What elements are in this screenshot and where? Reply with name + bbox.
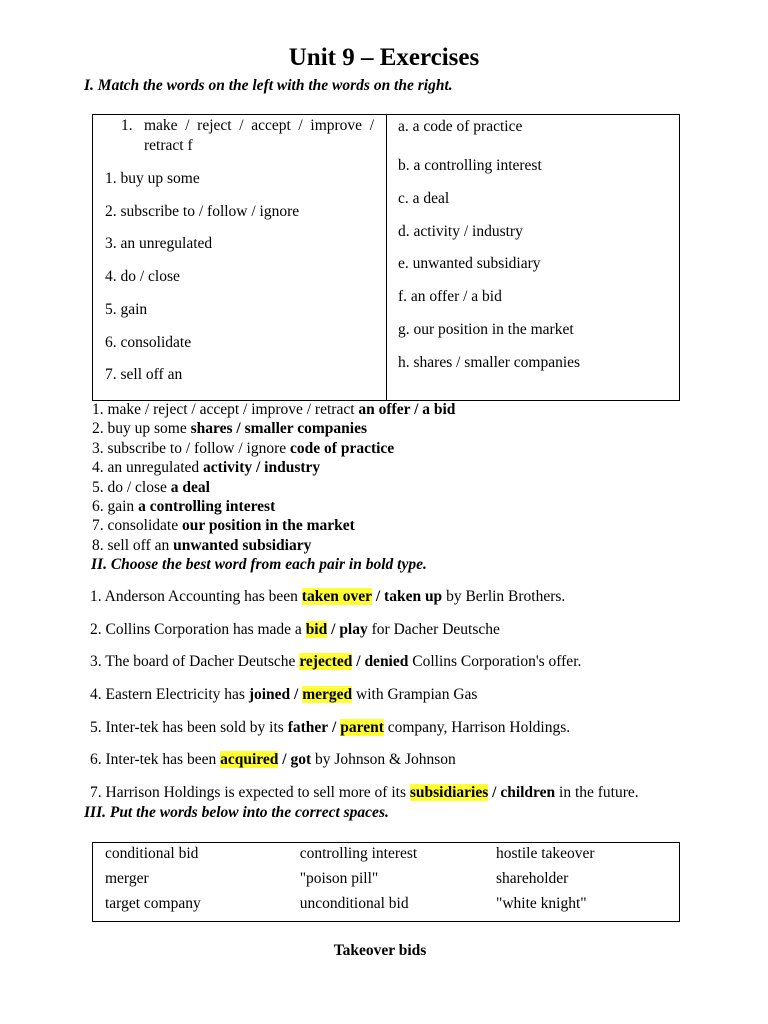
right-item: g. our position in the market	[398, 321, 574, 338]
answer-num: 1.	[92, 401, 104, 418]
word-item: controlling interest	[299, 845, 418, 862]
choice-option-2: got	[290, 751, 312, 769]
answer-item	[92, 516, 455, 535]
choice-separator: /	[356, 653, 361, 671]
choice-pre: 1. Anderson Accounting has been	[90, 588, 298, 605]
choice-separator: /	[331, 620, 336, 638]
answer-num: 6.	[92, 497, 104, 515]
choice-separator: /	[375, 588, 381, 605]
section-subtitle: Takeover bids	[333, 942, 427, 959]
word-column	[484, 841, 679, 916]
choice-post: Collins Corporation's offer.	[412, 653, 582, 671]
choice-pre: 3. The board of Dacher Deutsche	[90, 653, 296, 671]
answer-item	[92, 478, 455, 497]
answer-bold: our position in the market	[181, 517, 355, 535]
left-item: 4. do / close	[105, 268, 180, 285]
right-item: c. a deal	[398, 190, 450, 207]
choice-item	[90, 750, 639, 783]
word-item: "white knight"	[496, 895, 587, 912]
answer-item	[92, 458, 455, 477]
choice-separator: /	[492, 784, 497, 802]
choice-option-1: taken over	[301, 588, 372, 605]
answer-plain: buy up some	[107, 420, 187, 438]
left-first-line2: retract f	[144, 137, 193, 154]
choice-option-1: father	[287, 718, 329, 736]
word-item: unconditional bid	[299, 895, 409, 912]
table-divider	[386, 115, 387, 400]
right-item: e. unwanted subsidiary	[398, 255, 541, 272]
choice-item	[90, 652, 639, 685]
choice-item	[90, 620, 639, 653]
answer-bold: a deal	[170, 478, 210, 496]
choice-pre: 5. Inter-tek has been sold by its	[90, 718, 284, 736]
choice-post: for Dacher Deutsche	[371, 620, 500, 638]
page-title: Unit 9 – Exercises	[288, 44, 480, 71]
left-item: 3. an unregulated	[105, 235, 213, 252]
word-item: conditional bid	[105, 845, 199, 862]
answer-item	[92, 439, 455, 458]
answer-item	[92, 497, 455, 516]
word-column	[288, 841, 484, 916]
choice-option-1: joined	[248, 686, 291, 704]
matching-table	[92, 114, 680, 401]
answer-num: 2.	[92, 420, 104, 438]
answer-plain: an unregulated	[107, 459, 200, 477]
word-item: target company	[105, 895, 201, 912]
choice-post: in the future.	[559, 784, 639, 802]
choice-separator: /	[282, 751, 287, 769]
left-item: 2. subscribe to / follow / ignore	[105, 203, 300, 220]
choice-separator: /	[294, 686, 299, 704]
choice-option-2: children	[500, 784, 556, 802]
answer-plain: do / close	[107, 478, 167, 496]
answer-num: 4.	[92, 459, 104, 477]
choice-pre: 7. Harrison Holdings is expected to sell more of its	[90, 784, 406, 802]
word-item: merger	[105, 870, 149, 887]
answer-plain: subscribe to / follow / ignore	[107, 439, 287, 457]
right-item: h. shares / smaller companies	[398, 354, 581, 371]
left-first-num: 1.	[121, 117, 133, 134]
choice-list	[90, 587, 639, 816]
right-item: b. a controlling interest	[398, 157, 542, 174]
section-3-heading: III. Put the words below into the correct spaces.	[84, 804, 389, 821]
choice-option-2: merged	[302, 686, 353, 704]
answer-bold: shares / smaller companies	[190, 420, 367, 438]
section-1-heading: I. Match the words on the left with the words on the right.	[84, 77, 453, 94]
left-item: 6. consolidate	[105, 334, 192, 351]
answer-bold: an offer / a bid	[358, 401, 456, 418]
choice-post: by Berlin Brothers.	[446, 588, 566, 605]
answer-item	[92, 419, 455, 438]
choice-post: with Grampian Gas	[356, 686, 478, 704]
choice-option-1: bid	[305, 620, 328, 638]
choice-post: by Johnson & Johnson	[314, 751, 456, 769]
answer-item	[92, 400, 455, 419]
right-item: f. an offer / a bid	[398, 288, 502, 305]
word-item: hostile takeover	[496, 845, 595, 862]
choice-option-2: taken up	[384, 588, 443, 605]
choice-option-2: play	[339, 620, 368, 638]
choice-item	[90, 685, 639, 718]
choice-pre: 2. Collins Corporation has made a	[90, 620, 302, 638]
answer-list	[92, 400, 455, 555]
word-column	[93, 841, 288, 916]
choice-option-2: denied	[364, 653, 409, 671]
choice-option-1: acquired	[220, 751, 279, 769]
answer-plain: consolidate	[107, 517, 179, 535]
answer-num: 8.	[92, 536, 104, 554]
answer-plain: gain	[107, 497, 135, 515]
answer-plain: make / reject / accept / improve / retract	[107, 401, 355, 418]
answer-num: 5.	[92, 478, 104, 496]
answer-bold: a controlling interest	[138, 497, 276, 515]
section-2-heading: II. Choose the best word from each pair in bold type.	[91, 556, 427, 573]
left-item: 5. gain	[105, 301, 148, 318]
choice-option-1: rejected	[299, 653, 353, 671]
right-item: d. activity / industry	[398, 223, 523, 240]
answer-num: 3.	[92, 439, 104, 457]
word-item: "poison pill"	[299, 870, 379, 887]
right-item: a. a code of practice	[398, 118, 523, 135]
choice-pre: 6. Inter-tek has been	[90, 751, 217, 769]
left-first-line1: make / reject / accept / improve /	[144, 117, 374, 134]
answer-bold: activity / industry	[203, 459, 321, 477]
choice-pre: 4. Eastern Electricity has	[90, 686, 245, 704]
choice-option-1: subsidiaries	[409, 784, 489, 802]
choice-item	[90, 587, 639, 620]
word-grid	[93, 841, 679, 916]
choice-post: company, Harrison Holdings.	[387, 718, 571, 736]
choice-separator: /	[332, 718, 337, 736]
left-item: 7. sell off an	[105, 366, 183, 383]
word-item: shareholder	[496, 870, 569, 887]
choice-option-2: parent	[340, 718, 384, 736]
left-item: 1. buy up some	[105, 170, 200, 187]
word-box	[92, 842, 680, 922]
answer-bold: code of practice	[290, 439, 395, 457]
answer-item	[92, 536, 455, 555]
answer-bold: unwanted subsidiary	[173, 536, 312, 554]
answer-plain: sell off an	[107, 536, 170, 554]
choice-item	[90, 718, 639, 751]
answer-num: 7.	[92, 517, 104, 535]
